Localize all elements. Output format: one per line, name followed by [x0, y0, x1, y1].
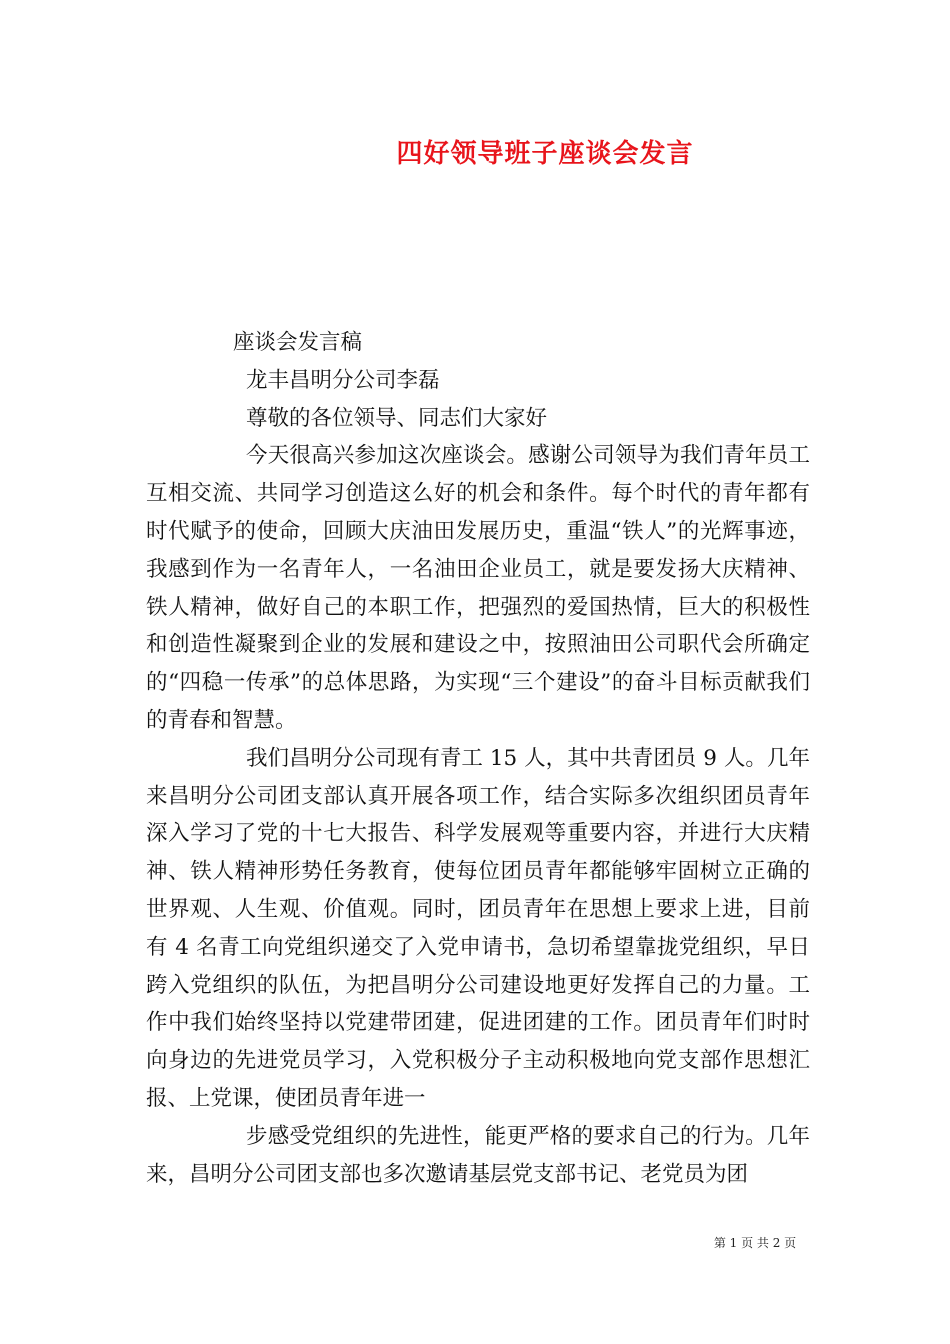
speaker-name: 龙丰昌明分公司李磊 — [246, 367, 440, 393]
greeting: 尊敬的各位领导、同志们大家好 — [246, 405, 548, 431]
document-body — [146, 324, 810, 1193]
document-title: 四好领导班子座谈会发言 — [396, 139, 694, 169]
paragraph-3: 步感受党组织的先进性，能更严格的要求自己的行为。几年来，昌明分公司团支部也多次邀请基层党支部书记、老党员为团 — [146, 1123, 810, 1187]
paragraph-2: 我们昌明分公司现有青工 15 人，其中共青团员 9 人。几年来昌明分公司团支部认真开展各项工作，结合实际多次组织团员青年深入学习了党的十七大报告、科学发展观等重要内容，并进行大庆精神、铁人精神形势任务教育，使每位团员青年都能够牢固树立正确的世界观、人生观、价值观。同时，团员青年在思想上要求上进，目前有 4 名青工向党组织递交了入党申请书，急切希望靠拢党组织，早日跨入党组织的队伍，为把昌明分公司建设地更好发挥自己的力量。工作中我们始终坚持以党建带团建，促进团建的工作。团员青年们时时向身边的先进党员学习，入党积极分子主动积极地向党支部作思想汇报、上党课，使团员青年进一 — [146, 745, 810, 1111]
speech-label: 座谈会发言稿 — [233, 330, 363, 355]
paragraph-1: 今天很高兴参加这次座谈会。感谢公司领导为我们青年员工互相交流、共同学习创造这么好的机会和条件。每个时代的青年都有时代赋予的使命，回顾大庆油田发展历史，重温“铁人”的光辉事迹，我感到作为一名青年人，一名油田企业员工，就是要发扬大庆精神、铁人精神，做好自己的本职工作，把强烈的爱国热情，巨大的积极性和创造性凝聚到企业的发展和建设之中，按照油田公司职代会所确定的“四稳一传承”的总体思路，为实现“三个建设”的奋斗目标贡献我们的青春和智慧。 — [146, 443, 810, 733]
page-number: 第 1 页 共 2 页 — [713, 1236, 797, 1250]
